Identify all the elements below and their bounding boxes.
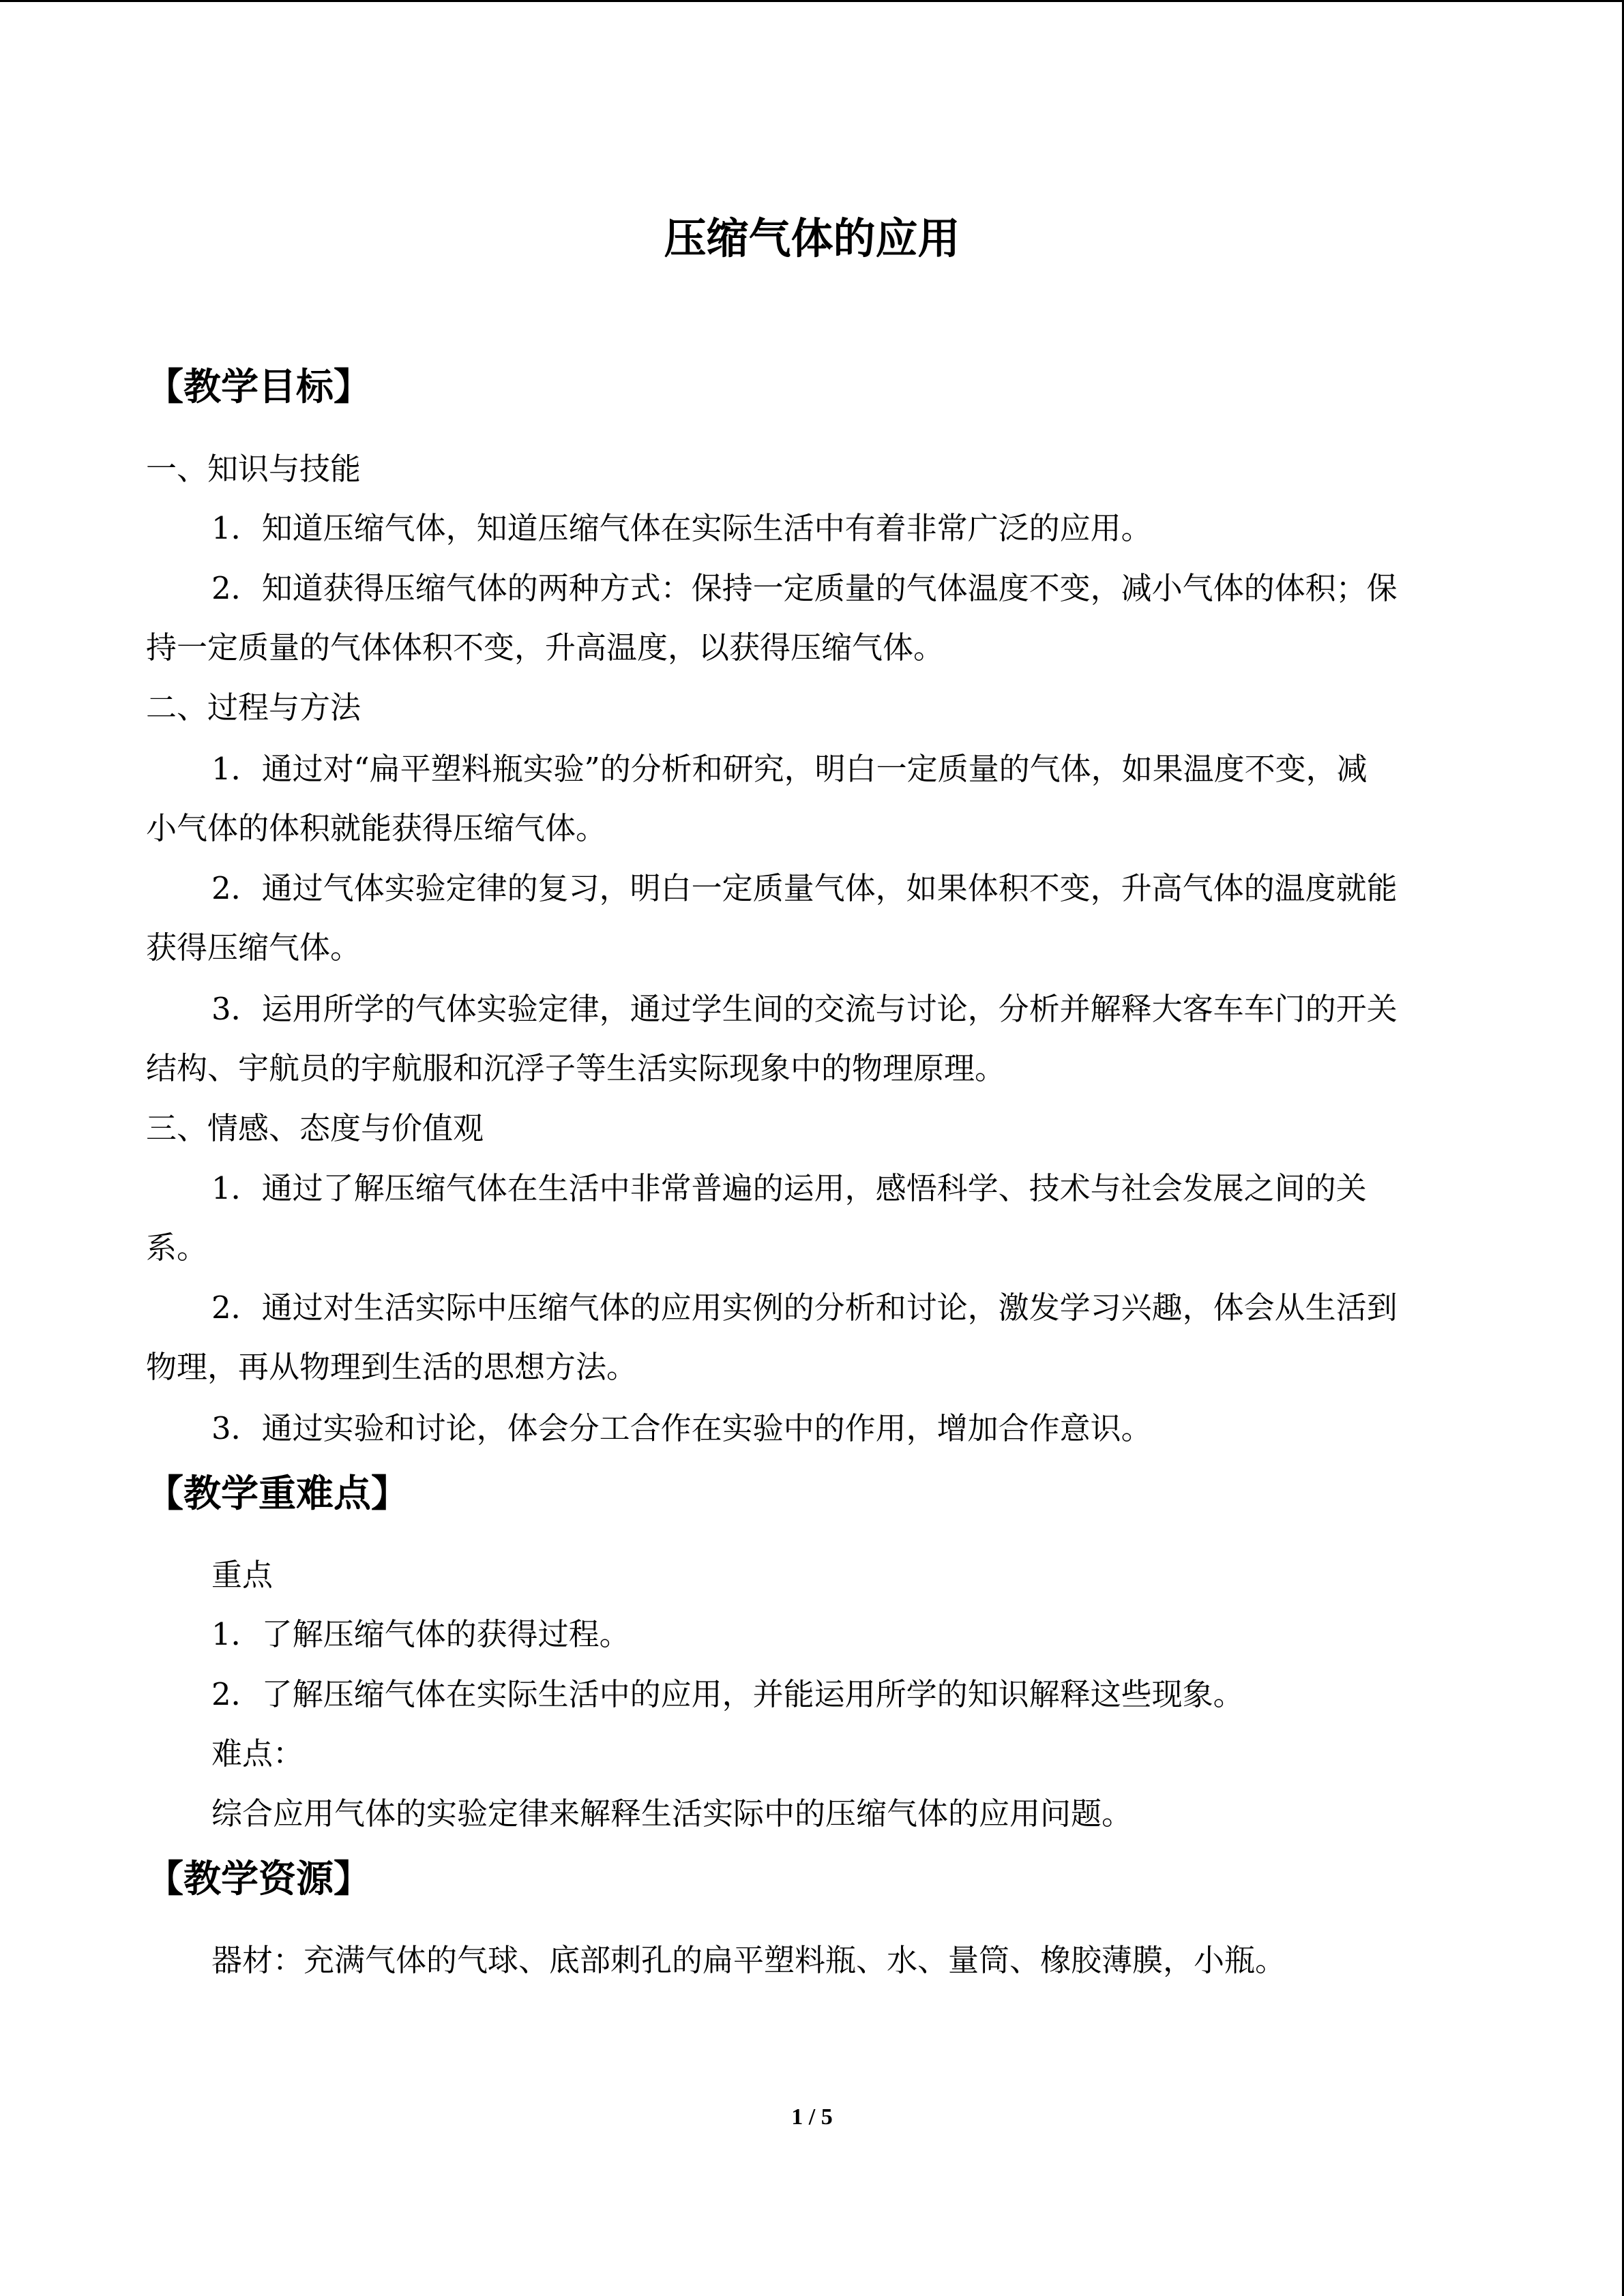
objectives-part3-title: 三、情感、态度与价值观 — [146, 1110, 484, 1146]
objectives-part3-item3: 3．通过实验和讨论，体会分工合作在实验中的作用，增加合作意识。 — [211, 1410, 1152, 1446]
focus-item1: 1．了解压缩气体的获得过程。 — [211, 1616, 630, 1652]
difficulty-text: 综合应用气体的实验定律来解释生活实际中的压缩气体的应用问题。 — [211, 1795, 1133, 1832]
objectives-part3-item1-line1: 1．通过了解压缩气体在生活中非常普遍的运用，感悟科学、技术与社会发展之间的关 — [211, 1170, 1367, 1206]
objectives-part1-title: 一、知识与技能 — [146, 451, 361, 487]
objectives-part2-title: 二、过程与方法 — [146, 689, 361, 726]
difficulty-label: 难点： — [211, 1735, 304, 1772]
objectives-part3-item1-line2: 系。 — [146, 1229, 208, 1266]
objectives-part2-item1-line2: 小气体的体积就能获得压缩气体。 — [146, 810, 607, 846]
focus-label: 重点 — [211, 1557, 274, 1593]
objectives-part1-item2-line1: 2．知道获得压缩气体的两种方式：保持一定质量的气体温度不变，减小气体的体积；保 — [211, 570, 1398, 606]
objectives-part2-item1-line1: 1．通过对“扁平塑料瓶实验”的分析和研究，明白一定质量的气体，如果温度不变，减 — [211, 751, 1368, 787]
objectives-part1-item1: 1．知道压缩气体，知道压缩气体在实际生活中有着非常广泛的应用。 — [211, 510, 1152, 546]
focus-item2: 2．了解压缩气体在实际生活中的应用，并能运用所学的知识解释这些现象。 — [211, 1676, 1244, 1712]
materials-text: 器材：充满气体的气球、底部刺孔的扁平塑料瓶、水、量筒、橡胶薄膜，小瓶。 — [211, 1942, 1286, 1978]
key-points-heading: 【教学重难点】 — [146, 1471, 409, 1515]
objectives-part3-item2-line1: 2．通过对生活实际中压缩气体的应用实例的分析和讨论，激发学习兴趣，体会从生活到 — [211, 1289, 1398, 1326]
objectives-heading: 【教学目标】 — [146, 364, 372, 408]
objectives-part3-item2-line2: 物理，再从物理到生活的思想方法。 — [146, 1349, 638, 1385]
resources-heading: 【教学资源】 — [146, 1856, 372, 1900]
page-border-top — [0, 0, 1624, 2]
objectives-part2-item3-line2: 结构、宇航员的宇航服和沉浮子等生活实际现象中的物理原理。 — [146, 1050, 1006, 1086]
objectives-part1-item2-line2: 持一定质量的气体体积不变，升高温度，以获得压缩气体。 — [146, 629, 945, 666]
objectives-part2-item2-line2: 获得压缩气体。 — [146, 929, 361, 966]
page-number: 1 / 5 — [791, 2104, 833, 2130]
document-title: 压缩气体的应用 — [664, 213, 960, 263]
objectives-part2-item3-line1: 3．运用所学的气体实验定律，通过学生间的交流与讨论，分析并解释大客车车门的开关 — [211, 991, 1398, 1027]
objectives-part2-item2-line1: 2．通过气体实验定律的复习，明白一定质量气体，如果体积不变，升高气体的温度就能 — [211, 870, 1398, 906]
